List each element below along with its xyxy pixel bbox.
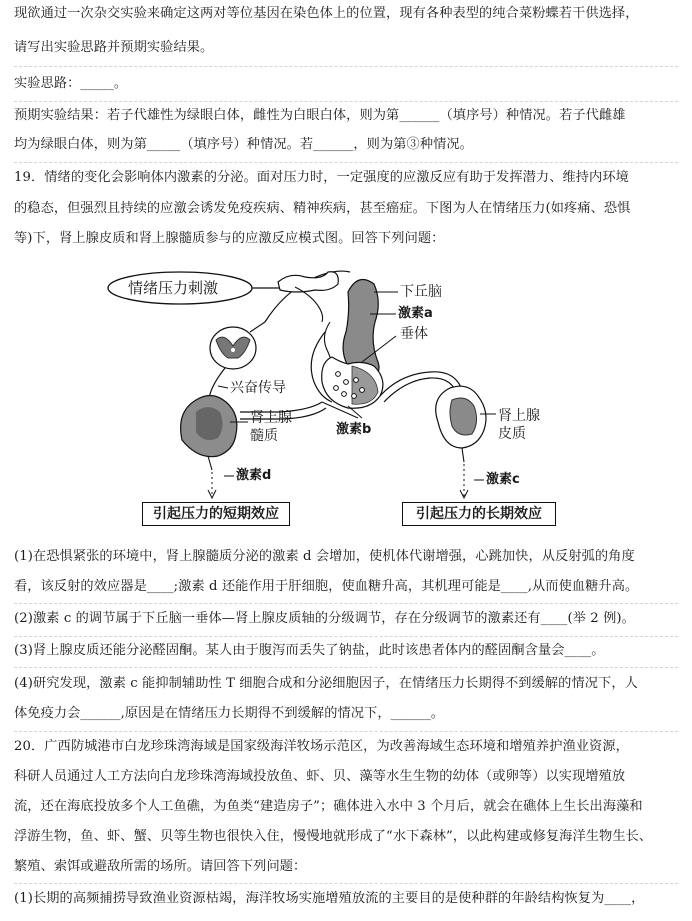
divider — [14, 883, 678, 884]
hypothalamus-label: 下丘脑 — [400, 284, 442, 300]
text-line: 现欲通过一次杂交实验来确定这两对等位基因在染色体上的位置，现有各种表型的纯合菜粉蝶若干供选择， — [14, 6, 639, 21]
long-term-effect-box: 引起压力的长期效应 — [402, 502, 556, 526]
text-line: 请写出实验思路并预期实验结果。 — [14, 40, 214, 55]
text-line: (1)在恐惧紧张的环境中，肾上腺髓质分泌的激素 d 会增加，使机体代谢增强，心跳加快，从反射弧的角度 — [14, 549, 635, 564]
text-line: 19．情绪的变化会影响体内激素的分泌。面对压力时，一定强度的应激反应有助于发挥潜力、维持内环境 — [14, 170, 629, 185]
text-line: 体免疫力会______,原因是在情绪压力长期得不到缓解的情况下，______。 — [14, 706, 445, 721]
text-line: 的稳态，但强烈且持续的应激会诱发免疫疾病、精神疾病，甚至癌症。下图为人在情绪压力(如疼痛、恐惧 — [14, 201, 631, 216]
divider — [14, 603, 678, 604]
text-line: 20．广西防城港市白龙珍珠湾海域是国家级海洋牧场示范区，为改善海域生态环境和增殖养护渔业资源， — [14, 739, 629, 754]
text-line: 流，还在海底投放多个人工鱼礁，为鱼类“建造房子”；礁体进入水中 3 个月后，就会在礁体上生长出海藻和 — [14, 799, 643, 814]
text-line: 繁殖、索饵或避敌所需的场所。请回答下列问题： — [14, 859, 307, 874]
text-line: 科研人员通过人工方法向白龙珍珠湾海域投放鱼、虾、贝、藻等水生生物的幼体（或卵等）以实现增殖放 — [14, 769, 626, 784]
hormone-a-label: 激素a — [398, 306, 433, 321]
medulla-label-1: 肾上腺 — [250, 410, 292, 426]
hormone-b-label: 激素b — [336, 422, 372, 437]
stimulus-label: 情绪压力刺激 — [128, 279, 219, 297]
spinal-cord-icon — [210, 327, 256, 369]
adrenal-cortex-icon — [436, 386, 486, 462]
text-line: (1)长期的高频捕捞导致渔业资源枯竭，海洋牧场实施增殖放流的主要目的是使种群的年龄结构恢复为____， — [14, 891, 645, 906]
text-line: 浮游生物，鱼、虾、蟹、贝等生物也很快入住，慢慢地就形成了“水下森林”，以此构建或修复海洋生物生长、 — [14, 829, 653, 844]
text-line: 均为绿眼白体，则为第_____（填序号）种情况。若______，则为第③种情况。 — [14, 137, 473, 152]
adrenal-medulla-icon — [181, 395, 237, 470]
divider — [14, 66, 678, 67]
stress-response-diagram — [100, 262, 580, 530]
short-term-effect-box: 引起压力的短期效应 — [142, 502, 290, 526]
conduction-label: 兴奋传导 — [230, 380, 286, 396]
hormone-d-label: 激素d — [236, 468, 272, 483]
hypothalamus-pituitary-icon — [311, 280, 383, 409]
pituitary-label: 垂体 — [400, 326, 428, 342]
divider — [14, 162, 678, 163]
cortex-label-2: 皮质 — [498, 426, 526, 442]
text-line: (4)研究发现，激素 c 能抑制辅助性 T 细胞合成和分泌细胞因子，在情绪压力长期得不到缓解的情况下，人 — [14, 676, 638, 691]
text-line: 预期实验结果：若子代雄性为绿眼白体，雌性为白眼白体，则为第______（填序号）种情况。若子代雌雄 — [14, 108, 626, 123]
hormone-c-label: 激素c — [486, 472, 520, 487]
divider — [14, 667, 678, 668]
text-line: 看，该反射的效应器是____;激素 d 还能作用于肝细胞，使血糖升高，其机理可能是____,从而使血糖升高。 — [14, 579, 639, 594]
divider — [14, 636, 678, 637]
divider — [14, 731, 678, 732]
text-line: (2)激素 c 的调节属于下丘脑一垂体—肾上腺皮质轴的分级调节，存在分级调节的激素还有____(举 2 例)。 — [14, 611, 635, 626]
cortex-label-1: 肾上腺 — [498, 408, 540, 424]
medulla-label-2: 髓质 — [250, 428, 278, 444]
divider — [14, 101, 678, 102]
text-line: 实验思路：_____。 — [14, 76, 128, 91]
text-line: 等)下，肾上腺皮质和肾上腺髓质参与的应激反应模式图。回答下列问题： — [14, 231, 445, 246]
text-line: (3)肾上腺皮质还能分泌醛固酮。某人由于腹泻而丢失了钠盐，此时该患者体内的醛固酮含量会____。 — [14, 643, 605, 658]
